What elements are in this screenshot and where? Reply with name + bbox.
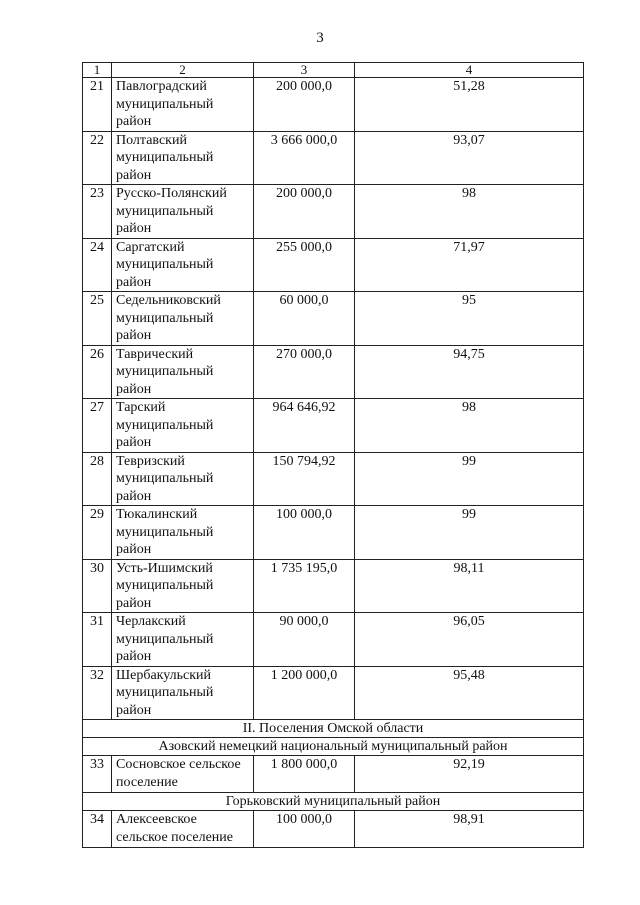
header-cell: 4	[355, 63, 584, 78]
district-header-row	[83, 793, 584, 811]
percent: 99	[355, 506, 584, 560]
table-row	[83, 78, 584, 132]
percent: 71,97	[355, 238, 584, 292]
amount: 60 000,0	[254, 292, 355, 346]
table-row	[83, 292, 584, 346]
municipality-name: Алексеевское сельское поселение	[112, 811, 254, 848]
percent: 98	[355, 185, 584, 239]
percent: 98,91	[355, 811, 584, 848]
page-number: 3	[316, 30, 324, 46]
row-number: 24	[83, 238, 112, 292]
percent: 92,19	[355, 756, 584, 793]
municipality-name: Тарский муниципальный район	[112, 399, 254, 453]
table-row	[83, 666, 584, 720]
amount: 90 000,0	[254, 613, 355, 667]
row-number: 31	[83, 613, 112, 667]
amount: 100 000,0	[254, 811, 355, 848]
municipality-name: Полтавский муниципальный район	[112, 131, 254, 185]
row-number: 26	[83, 345, 112, 399]
amount: 200 000,0	[254, 185, 355, 239]
amount: 255 000,0	[254, 238, 355, 292]
percent: 99	[355, 452, 584, 506]
municipality-name: Русско-Полянский муниципальный район	[112, 185, 254, 239]
row-number: 27	[83, 399, 112, 453]
amount: 964 646,92	[254, 399, 355, 453]
table-header-row	[83, 63, 584, 78]
percent: 51,28	[355, 78, 584, 132]
municipality-name: Таврический муниципальный район	[112, 345, 254, 399]
table-row	[83, 185, 584, 239]
header-cell: 2	[112, 63, 254, 78]
table-row	[83, 811, 584, 848]
municipality-name: Тюкалинский муниципальный район	[112, 506, 254, 560]
table-row	[83, 613, 584, 667]
row-number: 21	[83, 78, 112, 132]
amount: 200 000,0	[254, 78, 355, 132]
row-number: 34	[83, 811, 112, 848]
district-header-row	[83, 738, 584, 756]
row-number: 30	[83, 559, 112, 613]
header-cell: 3	[254, 63, 355, 78]
percent: 93,07	[355, 131, 584, 185]
percent: 98	[355, 399, 584, 453]
amount: 3 666 000,0	[254, 131, 355, 185]
district-title: Горьковский муниципальный район	[83, 793, 584, 811]
section-title: II. Поселения Омской области	[83, 720, 584, 738]
percent: 95,48	[355, 666, 584, 720]
municipality-name: Саргатский муниципальный район	[112, 238, 254, 292]
section-header-row	[83, 720, 584, 738]
row-number: 32	[83, 666, 112, 720]
row-number: 25	[83, 292, 112, 346]
amount: 270 000,0	[254, 345, 355, 399]
row-number: 23	[83, 185, 112, 239]
municipality-name: Павлоградский муниципальный район	[112, 78, 254, 132]
table-row	[83, 559, 584, 613]
budget-table	[82, 62, 584, 848]
percent: 94,75	[355, 345, 584, 399]
percent: 95	[355, 292, 584, 346]
amount: 1 735 195,0	[254, 559, 355, 613]
amount: 1 800 000,0	[254, 756, 355, 793]
amount: 150 794,92	[254, 452, 355, 506]
table-row	[83, 756, 584, 793]
municipality-name: Черлакский муниципальный район	[112, 613, 254, 667]
municipality-name: Сосновское сельское поселение	[112, 756, 254, 793]
table-row	[83, 131, 584, 185]
row-number: 22	[83, 131, 112, 185]
amount: 100 000,0	[254, 506, 355, 560]
municipality-name: Шербакульский муниципальный район	[112, 666, 254, 720]
row-number: 33	[83, 756, 112, 793]
municipality-name: Усть-Ишимский муниципальный район	[112, 559, 254, 613]
header-cell: 1	[83, 63, 112, 78]
row-number: 29	[83, 506, 112, 560]
municipality-name: Тевризский муниципальный район	[112, 452, 254, 506]
table-row	[83, 345, 584, 399]
percent: 98,11	[355, 559, 584, 613]
amount: 1 200 000,0	[254, 666, 355, 720]
percent: 96,05	[355, 613, 584, 667]
row-number: 28	[83, 452, 112, 506]
table-row	[83, 506, 584, 560]
table-row	[83, 452, 584, 506]
municipality-name: Седельниковский муниципальный район	[112, 292, 254, 346]
table-row	[83, 238, 584, 292]
district-title: Азовский немецкий национальный муниципальный район	[83, 738, 584, 756]
table-row	[83, 399, 584, 453]
